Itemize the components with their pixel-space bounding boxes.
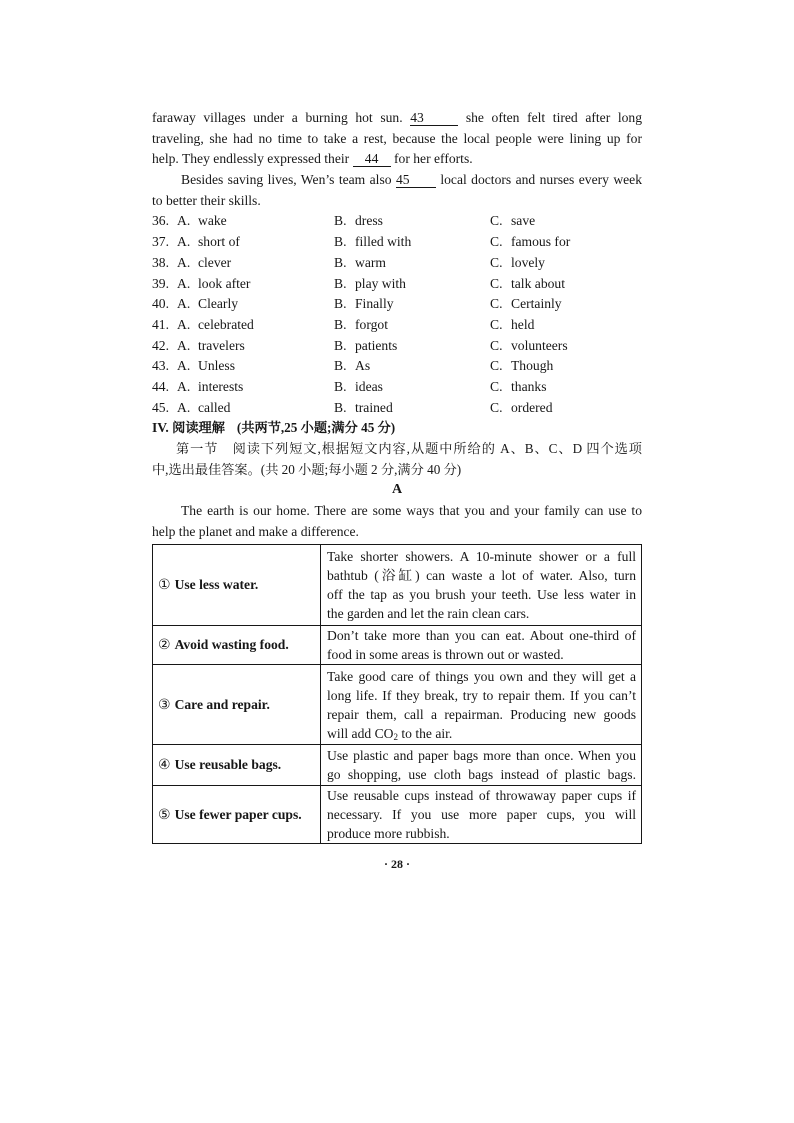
option-text: volunteers — [511, 337, 568, 353]
tip-title: Use less water. — [174, 577, 259, 592]
option-c — [490, 253, 642, 274]
cloze-line-2: traveling, she had no time to take a rest, because the local people were lining up for — [152, 130, 642, 146]
option-text: warm — [355, 254, 386, 270]
option-row-42 — [152, 336, 642, 357]
option-row-38 — [152, 253, 642, 274]
option-a — [177, 336, 334, 357]
option-label: B. — [334, 358, 347, 374]
option-a — [177, 211, 334, 232]
option-a — [177, 315, 334, 336]
option-label: A. — [177, 275, 191, 291]
option-label: B. — [334, 254, 347, 270]
option-label: B. — [334, 378, 347, 394]
option-label: C. — [490, 254, 503, 270]
cloze-text: she often felt tired after long — [465, 110, 642, 125]
question-number: 41. — [152, 316, 169, 332]
tip-text: will add CO — [327, 725, 394, 741]
option-text: look after — [198, 275, 251, 291]
tip-description-cell — [321, 545, 642, 626]
cloze-line-1 — [152, 108, 642, 129]
tip-line: off the tap as you brush your teeth. Use less water in — [327, 587, 636, 602]
option-text: held — [511, 316, 535, 332]
option-c — [490, 377, 642, 398]
blank-43: 43 — [410, 110, 458, 126]
option-c — [490, 356, 642, 377]
tip-title: Care and repair. — [174, 696, 270, 712]
option-text: clever — [198, 254, 232, 270]
tip-text: to the air. — [397, 725, 453, 741]
option-b — [334, 253, 490, 274]
cloze-text: local doctors and nurses every week — [440, 172, 642, 188]
part-one-instruction-line-1: 第一节 阅读下列短文,根据短文内容,从题中所给的 A、B、C、D 四个选项 — [176, 441, 642, 456]
option-a — [177, 294, 334, 315]
option-label: A. — [177, 316, 191, 332]
circled-number: ③ — [158, 696, 171, 713]
option-label: C. — [490, 316, 503, 332]
cloze-text: for her efforts. — [394, 151, 473, 167]
circled-number: ① — [158, 577, 171, 593]
tip-line — [327, 724, 636, 743]
tip-title: Use fewer paper cups. — [174, 806, 302, 822]
blank-44: 44 — [353, 151, 391, 167]
option-c — [490, 211, 642, 232]
option-label: B. — [334, 296, 347, 312]
option-text: talk about — [511, 275, 565, 291]
option-text: called — [198, 399, 231, 415]
option-text: play with — [355, 275, 406, 291]
option-a — [177, 398, 334, 419]
option-row-44 — [152, 377, 642, 398]
circled-number: ② — [158, 637, 171, 653]
cloze-text: faraway villages under a burning hot sun. — [152, 110, 403, 125]
option-text: Finally — [355, 296, 394, 312]
cloze-line-4 — [152, 170, 642, 191]
option-text: dress — [355, 213, 383, 229]
section-title: 阅读理解 — [172, 420, 225, 436]
option-text: wake — [198, 213, 227, 229]
option-row-45 — [152, 398, 642, 419]
passage-letter: A — [391, 482, 403, 498]
option-text: Clearly — [198, 296, 239, 312]
option-b — [334, 356, 490, 377]
option-b — [334, 336, 490, 357]
cloze-line-3 — [152, 149, 642, 170]
tip-line: go shopping, use cloth bags instead of plastic bags. — [327, 767, 636, 782]
question-number: 44. — [152, 378, 169, 394]
option-label: B. — [334, 275, 347, 291]
option-b — [334, 377, 490, 398]
option-a — [177, 377, 334, 398]
tip-description-cell — [321, 745, 642, 786]
option-b — [334, 211, 490, 232]
option-text: thanks — [511, 378, 547, 394]
option-c — [490, 232, 642, 253]
table-row — [153, 545, 642, 626]
option-label: B. — [334, 337, 347, 353]
circled-number: ④ — [158, 757, 171, 773]
option-label: A. — [177, 234, 191, 250]
option-text: famous for — [511, 234, 571, 250]
option-text: forgot — [355, 316, 388, 332]
option-text: trained — [355, 399, 393, 415]
question-number: 38. — [152, 254, 169, 270]
circled-number: ⑤ — [158, 806, 171, 823]
option-label: C. — [490, 275, 503, 291]
tip-line: the garden and let the rain clean cars. — [327, 606, 530, 621]
option-c — [490, 315, 642, 336]
tip-description-cell — [321, 786, 642, 844]
option-c — [490, 294, 642, 315]
option-a — [177, 232, 334, 253]
tip-line: Take good care of things you own and they will get a — [327, 668, 636, 684]
question-number: 42. — [152, 337, 169, 353]
option-text: travelers — [198, 337, 245, 353]
tip-line: Take shorter showers. A 10-minute shower or a full — [327, 549, 636, 564]
tip-line: Don’t take more than you can eat. About one-third of — [327, 628, 636, 643]
option-b — [334, 274, 490, 295]
option-label: A. — [177, 399, 191, 415]
cloze-text: Besides saving lives, Wen’s team also — [181, 172, 392, 188]
option-b — [334, 232, 490, 253]
option-label: C. — [490, 399, 503, 415]
option-c — [490, 336, 642, 357]
question-number: 40. — [152, 296, 169, 312]
option-text: save — [511, 213, 536, 229]
cloze-line-5: to better their skills. — [152, 192, 261, 208]
tip-title-cell — [153, 626, 321, 665]
page-number: · 28 · — [383, 857, 410, 871]
section-note: (共两节,25 小题;满分 45 分) — [236, 420, 396, 436]
tips-table — [152, 544, 642, 844]
question-number: 37. — [152, 234, 169, 250]
option-row-41 — [152, 315, 642, 336]
option-text: Certainly — [511, 296, 562, 312]
option-row-43 — [152, 356, 642, 377]
option-b — [334, 398, 490, 419]
section-numeral: IV. — [152, 420, 169, 436]
option-row-37 — [152, 232, 642, 253]
option-text: Unless — [198, 358, 236, 374]
option-text: lovely — [511, 254, 545, 270]
option-b — [334, 315, 490, 336]
tip-line: Use reusable cups instead of throwaway paper cups if — [327, 788, 636, 803]
option-label: A. — [177, 358, 191, 374]
tip-description-cell — [321, 626, 642, 665]
option-text: ordered — [511, 399, 553, 415]
option-label: C. — [490, 337, 503, 353]
option-label: A. — [177, 254, 191, 270]
tip-title: Avoid wasting food. — [174, 637, 289, 652]
tip-line: bathtub (浴缸) can waste a lot of water. Also, turn — [327, 568, 636, 583]
tip-line: food in some areas is thrown out or wasted. — [327, 647, 564, 662]
option-label: B. — [334, 399, 347, 415]
table-row — [153, 786, 642, 844]
tip-line: necessary. If you use more paper cups, you will — [327, 807, 636, 822]
option-a — [177, 356, 334, 377]
option-a — [177, 253, 334, 274]
passage-intro-line-1: The earth is our home. There are some ways that you and your family can use to — [181, 503, 642, 519]
part-one-instruction-line-2: 中,选出最佳答案。(共 20 小题;每小题 2 分,满分 40 分) — [152, 461, 462, 477]
option-b — [334, 294, 490, 315]
question-number: 43. — [152, 358, 169, 374]
option-a — [177, 274, 334, 295]
question-number: 36. — [152, 213, 169, 229]
option-row-40 — [152, 294, 642, 315]
option-text: celebrated — [198, 316, 254, 332]
option-label: C. — [490, 378, 503, 394]
option-row-36 — [152, 211, 642, 232]
option-c — [490, 274, 642, 295]
option-label: C. — [490, 213, 503, 229]
table-row — [153, 665, 642, 745]
option-row-39 — [152, 274, 642, 295]
option-label: A. — [177, 296, 191, 312]
tip-title-cell — [153, 745, 321, 786]
option-label: B. — [334, 234, 347, 250]
blank-45: 45 — [396, 172, 436, 188]
option-label: C. — [490, 296, 503, 312]
option-text: ideas — [355, 378, 383, 394]
option-text: patients — [355, 337, 398, 353]
option-label: C. — [490, 358, 503, 374]
tip-line: Use plastic and paper bags more than once. When you — [327, 748, 636, 763]
section-iv-heading — [152, 418, 642, 439]
subscript: 2 — [393, 731, 398, 742]
option-label: B. — [334, 213, 347, 229]
option-label: A. — [177, 378, 191, 394]
option-text: Though — [511, 358, 554, 374]
tip-title-cell — [153, 545, 321, 626]
page-text-flow — [152, 108, 642, 542]
option-c — [490, 398, 642, 419]
question-number: 39. — [152, 275, 169, 291]
tip-title-cell — [153, 665, 321, 745]
table-row — [153, 626, 642, 665]
option-label: B. — [334, 316, 347, 332]
passage-intro-line-2: help the planet and make a difference. — [152, 523, 359, 539]
tip-title-cell — [153, 786, 321, 844]
option-label: A. — [177, 213, 191, 229]
tip-line: repair them, call a repairman. Producing new goods — [327, 706, 636, 722]
option-text: As — [355, 358, 371, 374]
question-number: 45. — [152, 399, 169, 415]
option-text: interests — [198, 378, 244, 394]
tip-line: long life. If they break, try to repair them. If you can’t — [327, 687, 636, 703]
table-row — [153, 745, 642, 786]
tip-title: Use reusable bags. — [174, 757, 282, 772]
tip-description-cell — [321, 665, 642, 745]
cloze-text: help. They endlessly expressed their — [152, 151, 350, 167]
option-label: C. — [490, 234, 503, 250]
option-text: short of — [198, 234, 240, 250]
option-text: filled with — [355, 234, 412, 250]
option-label: A. — [177, 337, 191, 353]
tip-line: produce more rubbish. — [327, 826, 450, 841]
